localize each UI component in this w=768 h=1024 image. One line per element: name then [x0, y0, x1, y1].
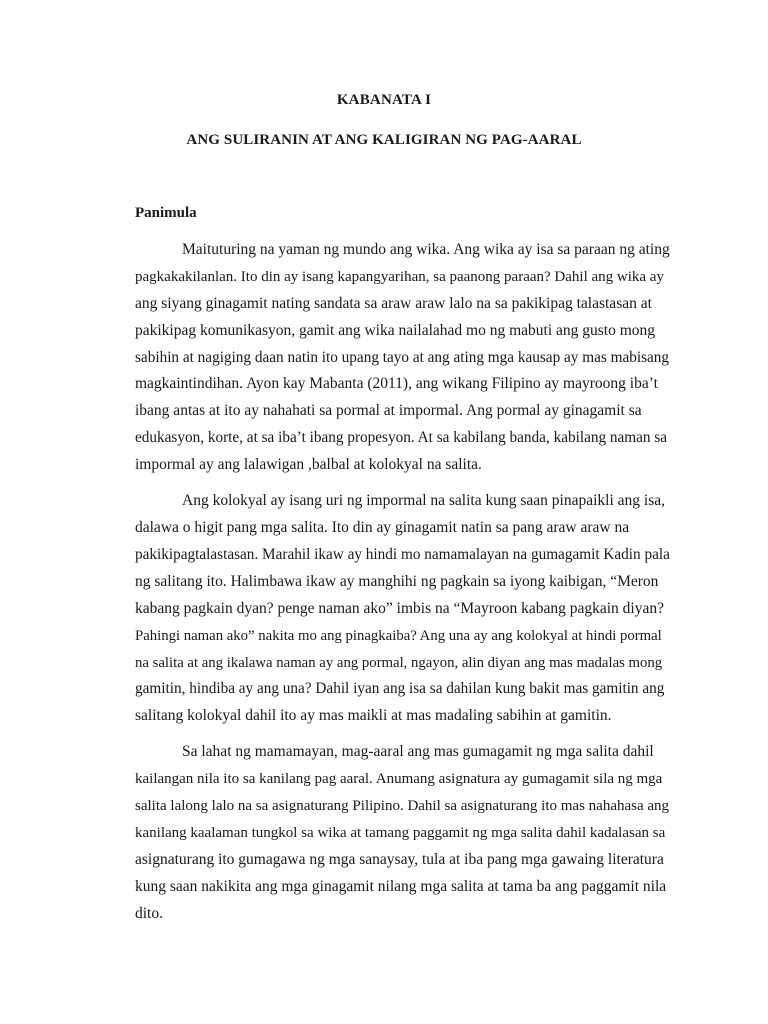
paragraph-1-line: Maituturing na yaman ng mundo ang wika. Ang wika ay isa sa paraan ng ating [182, 241, 670, 258]
paragraph-2-line: ng salitang ito. Halimbawa ikaw ay manghihi ng pagkain sa iyong kaibigan, “Meron [135, 573, 659, 590]
paragraph-2-line: Ang kolokyal ay isang uri ng impormal na salita kung saan pinapaikli ang isa, [182, 492, 665, 509]
paragraph-2-line: pakikipagtalastasan. Marahil ikaw ay hindi mo namamalayan na gumagamit Kadin pala [135, 546, 670, 563]
paragraph-3-line: kanilang kaalaman tungkol sa wika at tamang paggamit ng mga salita dahil kadalasan sa [135, 825, 666, 841]
paragraph-3-line: kung saan nakikita ang mga ginagamit nilang mga salita at tama ba ang paggamit nila [135, 878, 667, 895]
paragraph-1-line: ang siyang ginagamit nating sandata sa araw araw lalo na sa pakikipag talastasan at [135, 295, 652, 312]
paragraph-1-line: sabihin at nagiging daan natin ito upang tayo at ang ating mga kausap ay mas mabisang [135, 349, 670, 366]
paragraph-3-line: Sa lahat ng mamamayan, mag-aaral ang mas gumagamit ng mga salita dahil [182, 743, 654, 760]
paragraph-3-line: asignaturang ito gumagawa ng mga sanaysay, tula at iba pang mga gawaing literatura [135, 851, 664, 868]
paragraph-3-line: dito. [135, 905, 163, 922]
paragraph-2-line: salitang kolokyal dahil ito ay mas maikli at mas madaling sabihin at gamitin. [135, 707, 612, 724]
paragraph-1-line: pakikipag komunikasyon, gamit ang wika nailalahad mo ng mabuti ang gusto mong [135, 322, 656, 339]
paragraph-2-line: gamitin, hindiba ay ang una? Dahil iyan ang isa sa dahilan kung bakit mas gamitin ang [135, 680, 665, 697]
section-heading: Panimula [135, 205, 197, 221]
chapter-title: ANG SULIRANIN AT ANG KALIGIRAN NG PAG-AARAL [186, 132, 582, 148]
paragraph-1-line: ibang antas at ito ay nahahati sa pormal at impormal. Ang pormal ay ginagamit sa [135, 402, 642, 419]
paragraph-2-line: Pahingi naman ako” nakita mo ang pinagkaiba? Ang una ay ang kolokyal at hindi pormal [135, 628, 662, 644]
paragraph-2-line: dalawa o higit pang mga salita. Ito din ay ginagamit natin sa pang araw araw na [135, 519, 630, 536]
paragraph-3-line: kailangan nila ito sa kanilang pag aaral. Anumang asignatura ay gumagamit sila ng mga [135, 771, 663, 787]
paragraph-3-line: salita lalong lalo na sa asignaturang Pilipino. Dahil sa asignaturang ito mas nahahasa ang [135, 798, 670, 814]
paragraph-1-line: edukasyon, korte, at sa iba’t ibang propesyon. At sa kabilang banda, kabilang naman sa [135, 429, 668, 446]
paragraph-2-line: kabang pagkain dyan? penge naman ako” imbis na “Mayroon kabang pagkain diyan? [135, 600, 664, 617]
paragraph-1-line: pagkakakilanlan. Ito din ay isang kapangyarihan, sa paanong paraan? Dahil ang wika ay [135, 269, 664, 285]
paragraph-1-line: impormal ay ang lalawigan ,balbal at kolokyal na salita. [135, 456, 482, 473]
chapter-heading: KABANATA I [336, 92, 432, 108]
paragraph-2-line: na salita at ang ikalawa naman ay ang pormal, ngayon, alin diyan ang mas madalas mong [135, 655, 663, 671]
paragraph-1-line: magkaintindihan. Ayon kay Mabanta (2011), ang wikang Filipino ay mayroong iba’t [135, 375, 658, 392]
